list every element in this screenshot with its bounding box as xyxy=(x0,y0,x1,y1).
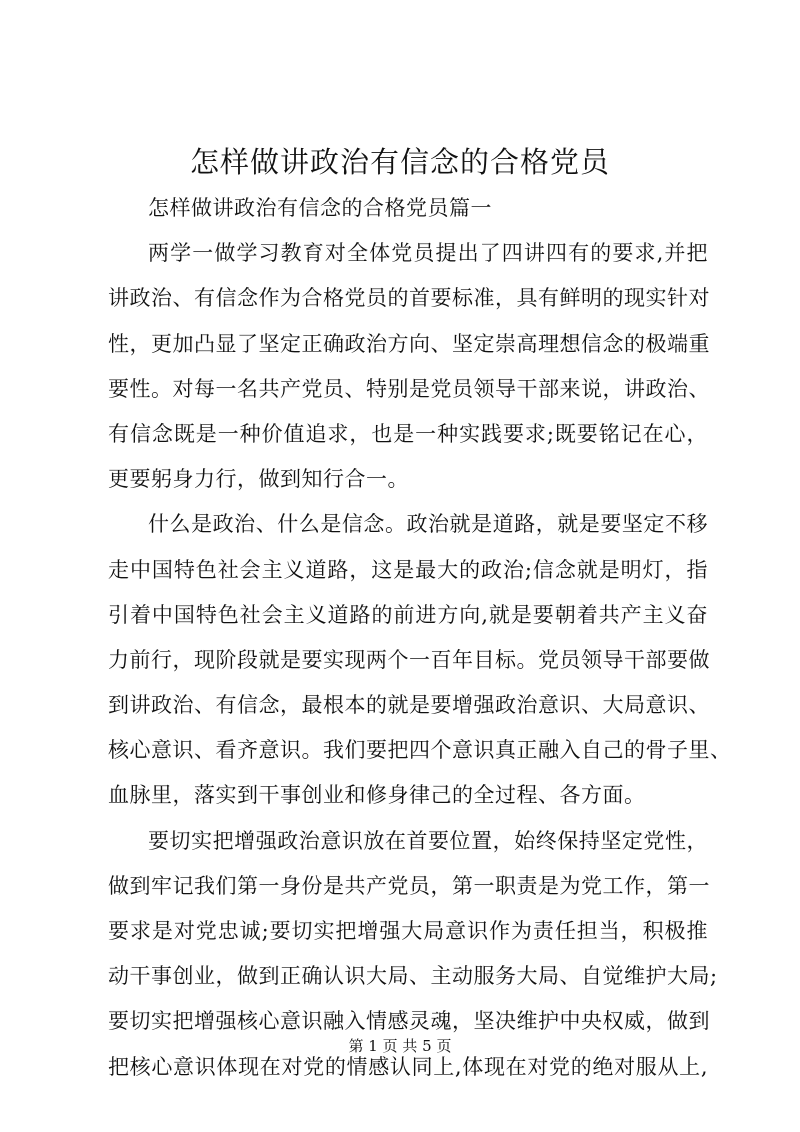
paragraph-line: 力前行，现阶段就是要实现两个一百年目标。党员领导干部要做 xyxy=(108,647,710,672)
paragraph-line: 要切实把增强政治意识放在首要位置，始终保持坚定党性， xyxy=(148,828,708,853)
paragraph-line: 到讲政治、有信念，最根本的就是要增强政治意识、大局意识、 xyxy=(108,693,710,718)
paragraph-line: 有信念既是一种价值追求，也是一种实践要求;既要铭记在心， xyxy=(108,421,708,446)
section-subtitle: 怎样做讲政治有信念的合格党员篇一 xyxy=(148,196,492,220)
paragraph-line: 动干事创业，做到正确认识大局、主动服务大局、自觉维护大局; xyxy=(108,964,718,989)
paragraph-line: 引着中国特色社会主义道路的前进方向,就是要朝着共产主义奋 xyxy=(108,602,708,627)
paragraph-line: 走中国特色社会主义道路，这是最大的政治;信念就是明灯，指 xyxy=(108,557,708,582)
document-title: 怎样做讲政治有信念的合格党员 xyxy=(189,145,610,179)
paragraph-line: 什么是政治、什么是信念。政治就是道路，就是要坚定不移 xyxy=(148,512,708,537)
paragraph-line: 更要躬身力行，做到知行合一。 xyxy=(108,467,409,492)
paragraph-line: 性，更加凸显了坚定正确政治方向、坚定崇高理想信念的极端重 xyxy=(108,331,710,356)
document-body xyxy=(108,186,732,1090)
paragraph-line: 讲政治、有信念作为合格党员的首要标准，具有鲜明的现实针对 xyxy=(108,286,710,311)
paragraph-line: 要求是对党忠诚;要切实把增强大局意识作为责任担当，积极推 xyxy=(108,919,708,943)
paragraph-line: 要切实把增强核心意识融入情感灵魂，坚决维护中央权威，做到 xyxy=(108,1009,710,1034)
paragraph-line: 做到牢记我们第一身份是共产党员，第一职责是为党工作，第一 xyxy=(108,873,710,898)
paragraph-line: 要性。对每一名共产党员、特别是党员领导干部来说，讲政治、 xyxy=(108,376,710,401)
page-footer: 第 1 页 共 5 页 xyxy=(348,1037,452,1055)
paragraph-line: 血脉里，落实到干事创业和修身律己的全过程、各方面。 xyxy=(108,783,646,808)
paragraph-line: 两学一做学习教育对全体党员提出了四讲四有的要求,并把 xyxy=(148,241,708,266)
paragraph-line: 核心意识、看齐意识。我们要把四个意识真正融入自己的骨子里、 xyxy=(108,738,732,763)
paragraph-line: 把核心意识体现在对党的情感认同上,体现在对党的绝对服从上, xyxy=(108,1054,708,1079)
